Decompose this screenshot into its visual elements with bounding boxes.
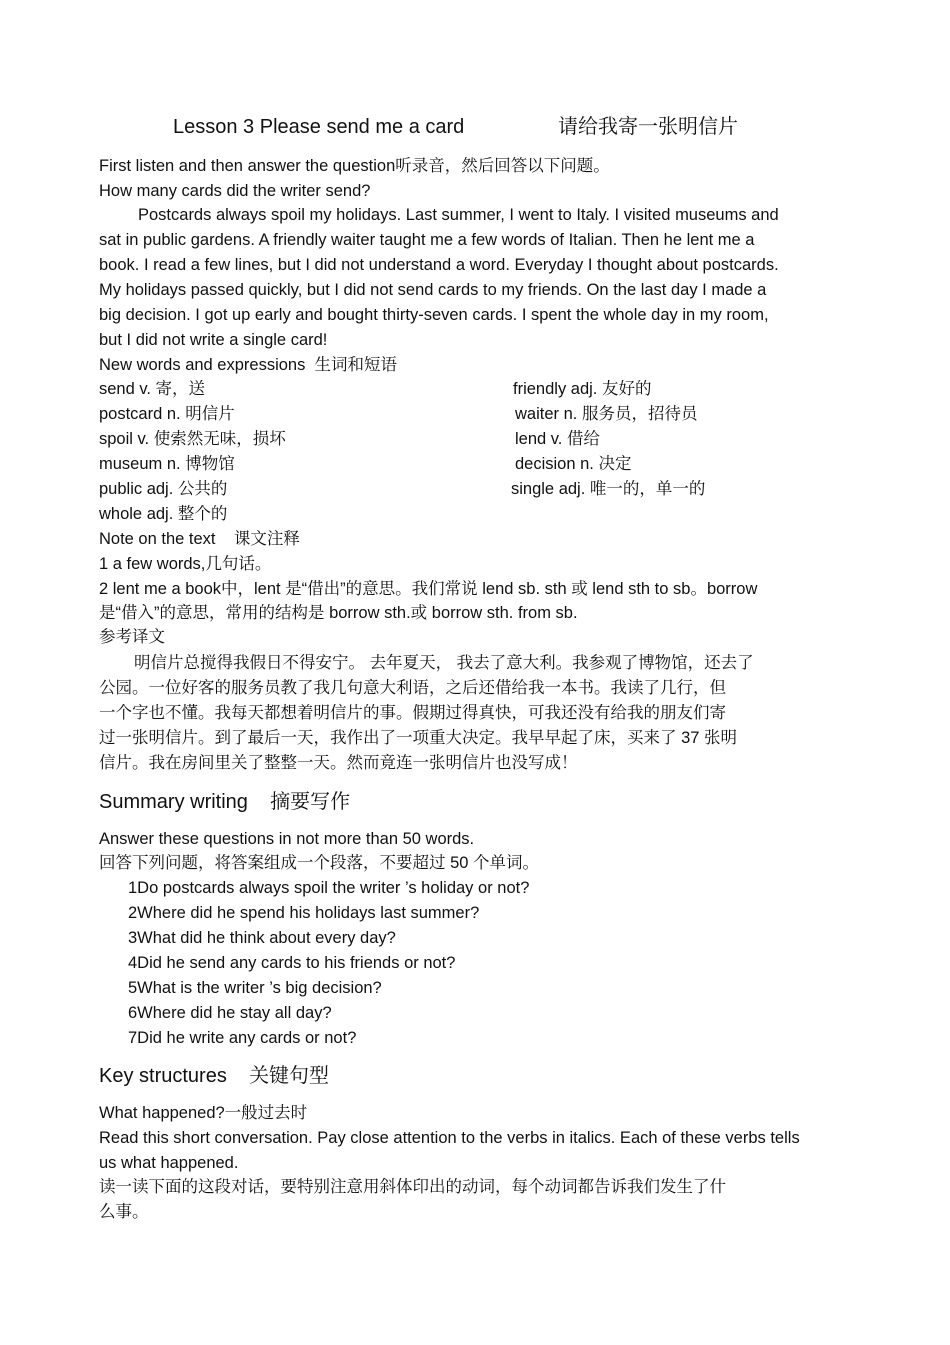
listen-instruction-en: First listen and then answer the question [99,157,396,175]
listen-instruction-zh: 听录音，然后回答以下问题。 [395,157,610,175]
vocab-heading-en: New words and expressions [99,356,306,374]
summary-instruction: Answer these questions in not more than 50 words. [99,830,475,848]
summary-question: 2Where did he spend his holidays last summer? [128,904,480,922]
summary-instruction-zh: 回答下列问题，将答案组成一个段落，不要超过 50 个单词。 [99,854,540,872]
passage-line: book. I read a few lines, but I did not understand a word. Everyday I thought about postcards. [99,256,779,274]
key-structures-heading-en: Key structures [99,1065,227,1087]
vocab-item: whole adj. 整个的 [99,505,228,523]
translation-line: 明信片总搅得我假日不得安宁。 去年夏天， 我去了意大利。我参观了博物馆，还去了 [134,654,754,672]
notes-heading-en: Note on the text [99,530,216,548]
key-zh-line: 么事。 [99,1203,149,1221]
key-structures-heading-zh: 关键句型 [249,1065,330,1087]
key-zh-line: 读一读下面的这段对话，要特别注意用斜体印出的动词，每个动词都告诉我们发生了什 [99,1178,726,1196]
passage-line: Postcards always spoil my holidays. Last summer, I went to Italy. I visited museums and [138,206,779,224]
key-subheading: What happened?一般过去时 [99,1104,308,1122]
translation-line: 信片。我在房间里关了整整一天。然而竟连一张明信片也没写成！ [99,754,578,772]
translation-line: 过一张明信片。到了最后一天，我作出了一项重大决定。我早早起了床，买来了 37 张明 [99,729,738,747]
vocab-item: postcard n. 明信片 [99,405,235,423]
lesson-title: Lesson 3 Please send me a card [173,116,465,138]
passage-line: My holidays passed quickly, but I did not send cards to my friends. On the last day I made a [99,281,767,299]
notes-heading [99,531,300,548]
summary-question: 7Did he write any cards or not? [128,1029,357,1047]
vocab-item: single adj. 唯一的，单一的 [511,480,706,498]
summary-heading [99,792,350,812]
summary-heading-zh: 摘要写作 [270,791,351,813]
vocab-item: decision n. 决定 [515,455,632,473]
summary-question: 3What did he think about every day? [128,929,396,947]
summary-question: 5What is the writer ’s big decision? [128,979,382,997]
vocab-heading [99,357,397,374]
summary-question: 4Did he send any cards to his friends or not? [128,954,456,972]
key-read-line: us what happened. [99,1154,239,1172]
note-item: 是“借入”的意思，常用的结构是 borrow sth.或 borrow sth. from sb. [99,604,578,622]
passage-line: sat in public gardens. A friendly waiter taught me a few words of Italian. Then he lent me a [99,231,755,249]
vocab-item: friendly adj. 友好的 [513,380,652,398]
translation-line: 公园。一位好客的服务员教了我几句意大利语，之后还借给我一本书。我读了几行，但 [99,679,726,697]
summary-heading-en: Summary writing [99,791,248,813]
summary-question: 1Do postcards always spoil the writer ’s holiday or not? [128,879,530,897]
vocab-item: send v. 寄，送 [99,380,206,398]
vocab-item: museum n. 博物馆 [99,455,235,473]
note-item: 1 a few words,几句话。 [99,555,272,573]
vocab-item: lend v. 借给 [515,430,600,448]
translation-heading: 参考译文 [99,628,165,646]
passage-line: big decision. I got up early and bought thirty-seven cards. I spent the whole day in my room, [99,306,769,324]
vocab-item: waiter n. 服务员，招待员 [515,405,698,423]
key-read-line: Read this short conversation. Pay close attention to the verbs in italics. Each of these verbs tells [99,1129,800,1147]
note-item: 2 lent me a book中，lent 是“借出”的意思。我们常说 lend sb. sth 或 lend sth to sb。borrow [99,580,758,598]
passage-line: but I did not write a single card! [99,331,328,349]
translation-line: 一个字也不懂。我每天都想着明信片的事。假期过得真快，可我还没有给我的朋友们寄 [99,704,726,722]
listen-instruction [99,158,610,175]
key-structures-heading [99,1066,329,1086]
notes-heading-zh: 课文注释 [233,530,300,548]
vocab-item: public adj. 公共的 [99,480,228,498]
intro-question: How many cards did the writer send? [99,182,371,200]
vocab-item: spoil v. 使索然无味，损坏 [99,430,286,448]
summary-question: 6Where did he stay all day? [128,1004,332,1022]
vocab-heading-zh: 生词和短语 [314,356,398,374]
lesson-title-zh: 请给我寄一张明信片 [558,116,738,138]
